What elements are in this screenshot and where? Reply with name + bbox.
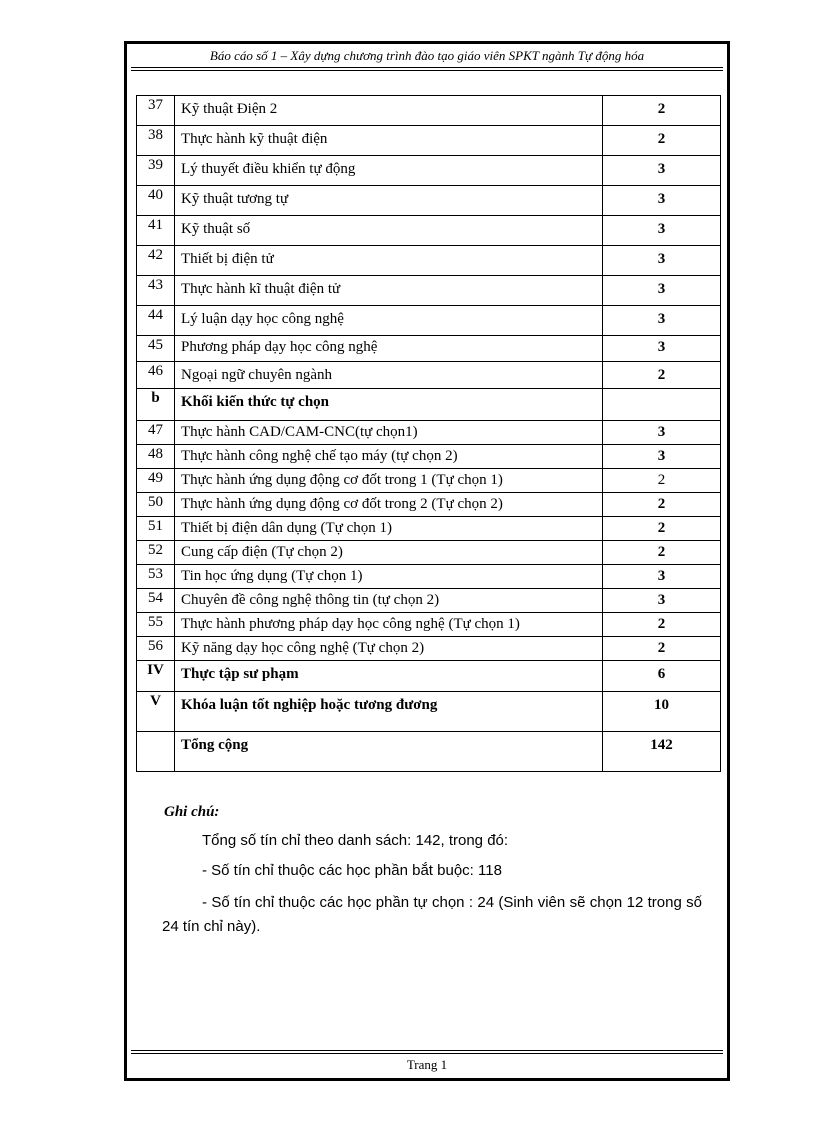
row-number: 41 bbox=[137, 216, 175, 246]
course-name: Tin học ứng dụng (Tự chọn 1) bbox=[175, 565, 603, 589]
credits: 2 bbox=[603, 126, 721, 156]
table-row bbox=[137, 96, 721, 126]
row-number: V bbox=[137, 692, 175, 732]
row-number: 42 bbox=[137, 246, 175, 276]
credits: 2 bbox=[603, 637, 721, 661]
course-name: Thực hành kĩ thuật điện tử bbox=[175, 276, 603, 306]
row-number: 44 bbox=[137, 306, 175, 336]
course-name: Kỹ thuật số bbox=[175, 216, 603, 246]
footer-rule bbox=[131, 1050, 723, 1051]
row-number: IV bbox=[137, 661, 175, 692]
credits: 3 bbox=[603, 445, 721, 469]
row-number: 50 bbox=[137, 493, 175, 517]
credits: 3 bbox=[603, 589, 721, 613]
table-row bbox=[137, 156, 721, 186]
row-number: 51 bbox=[137, 517, 175, 541]
table-row bbox=[137, 692, 721, 732]
table-row bbox=[137, 565, 721, 589]
credits: 3 bbox=[603, 186, 721, 216]
course-table-body bbox=[137, 96, 721, 772]
table-row bbox=[137, 216, 721, 246]
course-name: Kỹ năng dạy học công nghệ (Tự chọn 2) bbox=[175, 637, 603, 661]
credits: 3 bbox=[603, 421, 721, 445]
course-name: Chuyên đề công nghệ thông tin (tự chọn 2) bbox=[175, 589, 603, 613]
credits: 2 bbox=[603, 96, 721, 126]
row-number: 38 bbox=[137, 126, 175, 156]
row-number: 47 bbox=[137, 421, 175, 445]
row-number: 54 bbox=[137, 589, 175, 613]
row-number: 49 bbox=[137, 469, 175, 493]
note-required: - Số tín chỉ thuộc các học phần bắt buộc: 118 bbox=[202, 862, 502, 879]
row-number: 40 bbox=[137, 186, 175, 216]
course-name: Phương pháp dạy học công nghệ bbox=[175, 336, 603, 362]
course-name: Kỹ thuật tương tự bbox=[175, 186, 603, 216]
note-total: Tổng số tín chỉ theo danh sách: 142, trong đó: bbox=[202, 832, 509, 849]
table-row bbox=[137, 389, 721, 421]
credits bbox=[603, 389, 721, 421]
table-row bbox=[137, 613, 721, 637]
header-rule-2 bbox=[131, 70, 723, 71]
credits: 2 bbox=[603, 469, 721, 493]
credits: 3 bbox=[603, 276, 721, 306]
header-rule bbox=[131, 67, 723, 68]
page-number: Trang 1 bbox=[406, 1057, 448, 1072]
credits: 2 bbox=[603, 362, 721, 389]
course-name: Thực hành ứng dụng động cơ đốt trong 1 (Tự chọn 1) bbox=[175, 469, 603, 493]
credits: 2 bbox=[603, 541, 721, 565]
table-row bbox=[137, 362, 721, 389]
course-name: Khóa luận tốt nghiệp hoặc tương đương bbox=[175, 692, 603, 732]
table-row bbox=[137, 186, 721, 216]
credits: 10 bbox=[603, 692, 721, 732]
course-name: Tổng cộng bbox=[175, 732, 603, 772]
credits: 3 bbox=[603, 156, 721, 186]
table-row bbox=[137, 126, 721, 156]
course-name: Thiết bị điện dân dụng (Tự chọn 1) bbox=[175, 517, 603, 541]
credits: 3 bbox=[603, 216, 721, 246]
table-row bbox=[137, 732, 721, 772]
course-name: Thực hành kỹ thuật điện bbox=[175, 126, 603, 156]
row-number: 43 bbox=[137, 276, 175, 306]
table-row bbox=[137, 637, 721, 661]
course-name: Lý luận dạy học công nghệ bbox=[175, 306, 603, 336]
row-number: 52 bbox=[137, 541, 175, 565]
page-header: Báo cáo số 1 – Xây dựng chương trình đào tạo giáo viên SPKT ngành Tự động hóa bbox=[209, 48, 645, 63]
footer-rule-2 bbox=[131, 1053, 723, 1054]
table-row bbox=[137, 336, 721, 362]
row-number: 56 bbox=[137, 637, 175, 661]
table-row bbox=[137, 276, 721, 306]
table-row bbox=[137, 589, 721, 613]
course-name: Thiết bị điện tử bbox=[175, 246, 603, 276]
course-name: Thực hành CAD/CAM-CNC(tự chọn1) bbox=[175, 421, 603, 445]
row-number: 37 bbox=[137, 96, 175, 126]
course-name: Thực hành phương pháp dạy học công nghệ (Tự chọn 1) bbox=[175, 613, 603, 637]
course-name: Kỹ thuật Điện 2 bbox=[175, 96, 603, 126]
course-name: Ngoại ngữ chuyên ngành bbox=[175, 362, 603, 389]
credits: 3 bbox=[603, 246, 721, 276]
course-name: Lý thuyết điều khiển tự động bbox=[175, 156, 603, 186]
credits: 142 bbox=[603, 732, 721, 772]
course-name: Khối kiến thức tự chọn bbox=[175, 389, 603, 421]
table-row bbox=[137, 246, 721, 276]
row-number: 48 bbox=[137, 445, 175, 469]
note-elective: - Số tín chỉ thuộc các học phần tự chọn : 24 (Sinh viên sẽ chọn 12 trong số 24 tín chỉ này). bbox=[162, 894, 702, 935]
table-row bbox=[137, 493, 721, 517]
row-number: 55 bbox=[137, 613, 175, 637]
table-row bbox=[137, 469, 721, 493]
row-number bbox=[137, 732, 175, 772]
row-number: 45 bbox=[137, 336, 175, 362]
credits: 2 bbox=[603, 493, 721, 517]
row-number: b bbox=[137, 389, 175, 421]
notes-title: Ghi chú: bbox=[164, 804, 220, 820]
course-name: Thực tập sư phạm bbox=[175, 661, 603, 692]
notes-section bbox=[162, 798, 702, 939]
course-name: Thực hành ứng dụng động cơ đốt trong 2 (Tự chọn 2) bbox=[175, 493, 603, 517]
table-row bbox=[137, 306, 721, 336]
credits: 3 bbox=[603, 306, 721, 336]
credits: 3 bbox=[603, 336, 721, 362]
credits: 2 bbox=[603, 613, 721, 637]
course-table bbox=[136, 95, 721, 772]
row-number: 46 bbox=[137, 362, 175, 389]
credits: 3 bbox=[603, 565, 721, 589]
credits: 6 bbox=[603, 661, 721, 692]
table-row bbox=[137, 661, 721, 692]
course-name: Thực hành công nghệ chế tạo máy (tự chọn 2) bbox=[175, 445, 603, 469]
table-row bbox=[137, 517, 721, 541]
row-number: 53 bbox=[137, 565, 175, 589]
table-row bbox=[137, 445, 721, 469]
course-name: Cung cấp điện (Tự chọn 2) bbox=[175, 541, 603, 565]
row-number: 39 bbox=[137, 156, 175, 186]
table-row bbox=[137, 421, 721, 445]
credits: 2 bbox=[603, 517, 721, 541]
table-row bbox=[137, 541, 721, 565]
